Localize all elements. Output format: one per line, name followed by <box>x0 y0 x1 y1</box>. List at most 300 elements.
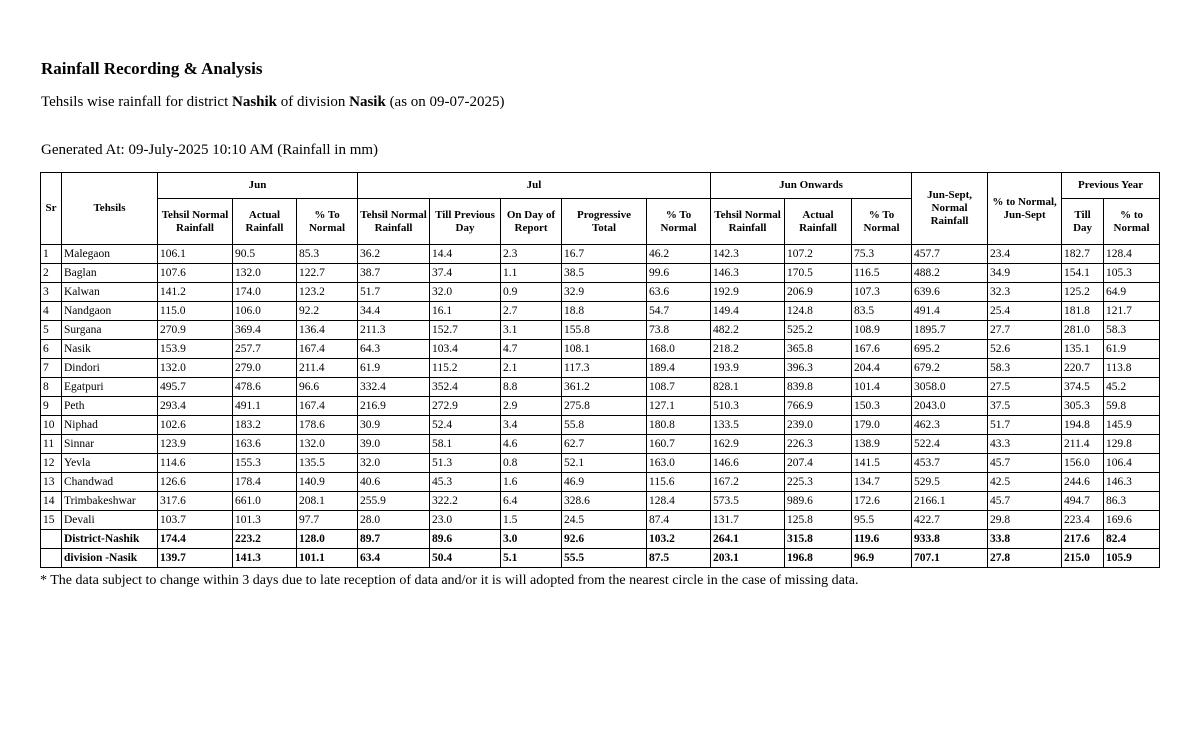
table-cell: 525.2 <box>785 321 852 340</box>
table-cell: 8 <box>41 378 62 397</box>
table-cell: 113.8 <box>1104 359 1160 378</box>
table-cell: 7 <box>41 359 62 378</box>
table-row <box>41 359 1160 378</box>
subtitle-prefix: Tehsils wise rainfall for district <box>41 94 232 110</box>
table-cell: 105.3 <box>1104 264 1160 283</box>
table-cell: 293.4 <box>158 397 233 416</box>
table-cell: Malegaon <box>62 245 158 264</box>
table-cell: 167.6 <box>852 340 912 359</box>
table-cell: 87.5 <box>647 549 711 568</box>
table-cell: 257.7 <box>233 340 297 359</box>
table-cell: 90.5 <box>233 245 297 264</box>
table-cell: 5.1 <box>501 549 562 568</box>
table-cell: 223.2 <box>233 530 297 549</box>
table-cell: 52.1 <box>562 454 647 473</box>
table-cell: Baglan <box>62 264 158 283</box>
header-on-tehsil-normal: Tehsil Normal Rainfall <box>711 199 785 245</box>
header-jun-tehsil-normal: Tehsil Normal Rainfall <box>158 199 233 245</box>
table-cell: 529.5 <box>912 473 988 492</box>
table-cell: 64.9 <box>1104 283 1160 302</box>
table-cell: 6.4 <box>501 492 562 511</box>
table-cell: 52.6 <box>988 340 1062 359</box>
table-cell: 152.7 <box>430 321 501 340</box>
table-cell: 216.9 <box>358 397 430 416</box>
table-cell: Niphad <box>62 416 158 435</box>
table-cell: 839.8 <box>785 378 852 397</box>
table-cell: 16.7 <box>562 245 647 264</box>
header-jul-till-prev: Till Previous Day <box>430 199 501 245</box>
table-row <box>41 245 1160 264</box>
table-cell: 103.4 <box>430 340 501 359</box>
table-cell: 45.7 <box>988 492 1062 511</box>
table-cell: 96.9 <box>852 549 912 568</box>
table-cell: 488.2 <box>912 264 988 283</box>
table-cell: 9 <box>41 397 62 416</box>
table-cell: 86.3 <box>1104 492 1160 511</box>
table-cell: 23.0 <box>430 511 501 530</box>
table-cell: Nandgaon <box>62 302 158 321</box>
table-cell: 51.3 <box>430 454 501 473</box>
table-cell: 2.7 <box>501 302 562 321</box>
table-cell: 96.6 <box>297 378 358 397</box>
table-cell: 14 <box>41 492 62 511</box>
table-cell: 172.6 <box>852 492 912 511</box>
table-cell: 87.4 <box>647 511 711 530</box>
table-cell: 131.7 <box>711 511 785 530</box>
table-cell: 58.3 <box>988 359 1062 378</box>
table-cell: 192.9 <box>711 283 785 302</box>
table-cell: 365.8 <box>785 340 852 359</box>
table-cell: 707.1 <box>912 549 988 568</box>
table-cell: 55.5 <box>562 549 647 568</box>
table-cell: 215.0 <box>1062 549 1104 568</box>
table-cell: 40.6 <box>358 473 430 492</box>
table-cell: 766.9 <box>785 397 852 416</box>
table-cell: 178.4 <box>233 473 297 492</box>
table-cell: 107.2 <box>785 245 852 264</box>
table-cell: 244.6 <box>1062 473 1104 492</box>
table-cell: 58.3 <box>1104 321 1160 340</box>
table-cell: 162.9 <box>711 435 785 454</box>
table-cell: 369.4 <box>233 321 297 340</box>
table-cell: 4 <box>41 302 62 321</box>
table-cell: 639.6 <box>912 283 988 302</box>
table-cell: 275.8 <box>562 397 647 416</box>
table-cell: 281.0 <box>1062 321 1104 340</box>
header-jun-onwards: Jun Onwards <box>711 173 912 199</box>
table-cell: 38.5 <box>562 264 647 283</box>
table-cell: Kalwan <box>62 283 158 302</box>
table-cell: 63.4 <box>358 549 430 568</box>
table-cell: 211.3 <box>358 321 430 340</box>
table-cell: 59.8 <box>1104 397 1160 416</box>
table-cell: 23.4 <box>988 245 1062 264</box>
table-cell: Surgana <box>62 321 158 340</box>
table-cell: 422.7 <box>912 511 988 530</box>
table-cell: 225.3 <box>785 473 852 492</box>
table-cell: 115.2 <box>430 359 501 378</box>
table-cell: 119.6 <box>852 530 912 549</box>
table-cell: 52.4 <box>430 416 501 435</box>
table-cell: 34.9 <box>988 264 1062 283</box>
table-cell: 211.4 <box>1062 435 1104 454</box>
table-cell: 328.6 <box>562 492 647 511</box>
header-jun-actual: Actual Rainfall <box>233 199 297 245</box>
table-cell: 43.3 <box>988 435 1062 454</box>
table-cell: 495.7 <box>158 378 233 397</box>
table-cell: 140.9 <box>297 473 358 492</box>
table-cell: 116.5 <box>852 264 912 283</box>
table-cell: 115.0 <box>158 302 233 321</box>
header-jul-progressive: Progressive Total <box>562 199 647 245</box>
table-cell: 55.8 <box>562 416 647 435</box>
table-cell: 126.6 <box>158 473 233 492</box>
table-cell: 2.3 <box>501 245 562 264</box>
header-jul-pct: % To Normal <box>647 199 711 245</box>
table-cell: Dindori <box>62 359 158 378</box>
header-jul-on-day: On Day of Report <box>501 199 562 245</box>
table-cell: division -Nasik <box>62 549 158 568</box>
table-cell: 46.9 <box>562 473 647 492</box>
table-cell: 108.9 <box>852 321 912 340</box>
generated-at: Generated At: 09-July-2025 10:10 AM (Rainfall in mm) <box>41 142 379 158</box>
table-cell: 128.0 <box>297 530 358 549</box>
header-py-pct: % to Normal <box>1104 199 1160 245</box>
table-cell: 2.1 <box>501 359 562 378</box>
table-cell: 127.1 <box>647 397 711 416</box>
table-cell: 32.9 <box>562 283 647 302</box>
table-cell: 211.4 <box>297 359 358 378</box>
table-cell: 24.5 <box>562 511 647 530</box>
table-cell: 272.9 <box>430 397 501 416</box>
table-cell: 3058.0 <box>912 378 988 397</box>
table-cell: 32.3 <box>988 283 1062 302</box>
table-cell: 38.7 <box>358 264 430 283</box>
table-cell: 36.2 <box>358 245 430 264</box>
table-cell: 83.5 <box>852 302 912 321</box>
table-cell: 457.7 <box>912 245 988 264</box>
header-jun: Jun <box>158 173 358 199</box>
table-cell: 196.8 <box>785 549 852 568</box>
table-cell: 136.4 <box>297 321 358 340</box>
table-cell: 16.1 <box>430 302 501 321</box>
table-cell: 107.6 <box>158 264 233 283</box>
table-cell: 8.8 <box>501 378 562 397</box>
table-cell: 14.4 <box>430 245 501 264</box>
table-cell: 270.9 <box>158 321 233 340</box>
table-cell: Egatpuri <box>62 378 158 397</box>
table-cell: 167.4 <box>297 340 358 359</box>
table-cell: 491.1 <box>233 397 297 416</box>
table-cell: 494.7 <box>1062 492 1104 511</box>
table-cell: 101.3 <box>233 511 297 530</box>
footnote: * The data subject to change within 3 days due to late reception of data and/or it is will adopted from the nearest circle in the case of missing data. <box>40 573 859 588</box>
table-cell: 146.3 <box>711 264 785 283</box>
table-cell: 101.4 <box>852 378 912 397</box>
table-cell: 61.9 <box>358 359 430 378</box>
table-cell: 933.8 <box>912 530 988 549</box>
header-py-till-day: Till Day <box>1062 199 1104 245</box>
table-cell: 332.4 <box>358 378 430 397</box>
header-tehsils: Tehsils <box>62 173 158 245</box>
table-cell: 317.6 <box>158 492 233 511</box>
table-cell: 352.4 <box>430 378 501 397</box>
table-cell: 322.2 <box>430 492 501 511</box>
table-cell: 2043.0 <box>912 397 988 416</box>
table-cell: 92.2 <box>297 302 358 321</box>
table-cell: 103.2 <box>647 530 711 549</box>
table-cell: 153.9 <box>158 340 233 359</box>
table-cell: 478.6 <box>233 378 297 397</box>
table-row <box>41 492 1160 511</box>
table-row <box>41 264 1160 283</box>
table-cell: 61.9 <box>1104 340 1160 359</box>
table-cell: 4.6 <box>501 435 562 454</box>
table-cell: 3.0 <box>501 530 562 549</box>
header-sr: Sr <box>41 173 62 245</box>
table-cell: 82.4 <box>1104 530 1160 549</box>
table-cell: 189.4 <box>647 359 711 378</box>
table-cell: Trimbakeshwar <box>62 492 158 511</box>
table-cell: 108.7 <box>647 378 711 397</box>
table-cell: Nasik <box>62 340 158 359</box>
table-cell <box>41 549 62 568</box>
table-cell: 135.1 <box>1062 340 1104 359</box>
table-cell: 396.3 <box>785 359 852 378</box>
table-cell: 149.4 <box>711 302 785 321</box>
table-cell: 155.8 <box>562 321 647 340</box>
table-cell: 679.2 <box>912 359 988 378</box>
table-cell: 182.7 <box>1062 245 1104 264</box>
table-cell: 661.0 <box>233 492 297 511</box>
table-cell: 305.3 <box>1062 397 1104 416</box>
table-cell: 167.2 <box>711 473 785 492</box>
table-cell: 54.7 <box>647 302 711 321</box>
table-cell: 106.4 <box>1104 454 1160 473</box>
table-cell: 62.7 <box>562 435 647 454</box>
table-cell: 64.3 <box>358 340 430 359</box>
table-cell: 179.0 <box>852 416 912 435</box>
rainfall-table <box>40 172 1160 568</box>
table-cell: 135.5 <box>297 454 358 473</box>
table-cell: 279.0 <box>233 359 297 378</box>
table-row <box>41 321 1160 340</box>
table-cell: 132.0 <box>297 435 358 454</box>
table-cell: 132.0 <box>158 359 233 378</box>
header-previous-year: Previous Year <box>1062 173 1160 199</box>
table-cell: 141.2 <box>158 283 233 302</box>
table-cell: 522.4 <box>912 435 988 454</box>
table-cell: 75.3 <box>852 245 912 264</box>
table-cell: 101.1 <box>297 549 358 568</box>
table-cell: 42.5 <box>988 473 1062 492</box>
table-cell: Sinnar <box>62 435 158 454</box>
table-cell: 374.5 <box>1062 378 1104 397</box>
table-cell: 163.6 <box>233 435 297 454</box>
table-cell: 10 <box>41 416 62 435</box>
table-cell: 122.7 <box>297 264 358 283</box>
table-cell: 2166.1 <box>912 492 988 511</box>
table-cell: 180.8 <box>647 416 711 435</box>
table-cell: 139.7 <box>158 549 233 568</box>
table-cell <box>41 530 62 549</box>
division-name: Nasik <box>349 94 386 110</box>
table-cell: 85.3 <box>297 245 358 264</box>
table-cell: 125.2 <box>1062 283 1104 302</box>
table-cell: 34.4 <box>358 302 430 321</box>
table-cell: 255.9 <box>358 492 430 511</box>
table-cell: 141.5 <box>852 454 912 473</box>
table-cell: 462.3 <box>912 416 988 435</box>
table-cell: 27.7 <box>988 321 1062 340</box>
table-cell: 99.6 <box>647 264 711 283</box>
table-cell: Peth <box>62 397 158 416</box>
table-cell: 181.8 <box>1062 302 1104 321</box>
table-cell: 156.0 <box>1062 454 1104 473</box>
table-cell: 105.9 <box>1104 549 1160 568</box>
report-subtitle <box>41 94 505 111</box>
table-cell: 169.6 <box>1104 511 1160 530</box>
table-row <box>41 302 1160 321</box>
table-cell: 491.4 <box>912 302 988 321</box>
table-cell: 25.4 <box>988 302 1062 321</box>
table-cell: 170.5 <box>785 264 852 283</box>
table-row <box>41 283 1160 302</box>
table-cell: 220.7 <box>1062 359 1104 378</box>
table-cell: 163.0 <box>647 454 711 473</box>
table-cell: 167.4 <box>297 397 358 416</box>
table-cell: 97.7 <box>297 511 358 530</box>
table-cell: 106.1 <box>158 245 233 264</box>
table-row <box>41 416 1160 435</box>
table-cell: 107.3 <box>852 283 912 302</box>
table-cell: 218.2 <box>711 340 785 359</box>
table-cell: 33.8 <box>988 530 1062 549</box>
table-cell: 141.3 <box>233 549 297 568</box>
table-row <box>41 511 1160 530</box>
table-cell: 6 <box>41 340 62 359</box>
table-cell: 125.8 <box>785 511 852 530</box>
table-cell: 5 <box>41 321 62 340</box>
table-cell: 30.9 <box>358 416 430 435</box>
table-cell: 203.1 <box>711 549 785 568</box>
table-cell: Devali <box>62 511 158 530</box>
table-cell: 15 <box>41 511 62 530</box>
table-cell: 223.4 <box>1062 511 1104 530</box>
table-cell: 3.1 <box>501 321 562 340</box>
header-pct-normal-jun-sept: % to Normal, Jun-Sept <box>988 173 1062 245</box>
table-cell: 114.6 <box>158 454 233 473</box>
table-row <box>41 435 1160 454</box>
table-cell: 828.1 <box>711 378 785 397</box>
table-cell: 160.7 <box>647 435 711 454</box>
page-title: Rainfall Recording & Analysis <box>41 59 263 78</box>
table-cell: 239.0 <box>785 416 852 435</box>
table-cell: 29.8 <box>988 511 1062 530</box>
table-cell: 510.3 <box>711 397 785 416</box>
table-cell: 1.1 <box>501 264 562 283</box>
table-cell: 123.2 <box>297 283 358 302</box>
table-cell: 146.3 <box>1104 473 1160 492</box>
table-cell: 95.5 <box>852 511 912 530</box>
table-cell: 315.8 <box>785 530 852 549</box>
table-cell: 178.6 <box>297 416 358 435</box>
table-cell: 129.8 <box>1104 435 1160 454</box>
table-cell: 37.4 <box>430 264 501 283</box>
table-cell: 92.6 <box>562 530 647 549</box>
table-cell: 155.3 <box>233 454 297 473</box>
table-cell: 27.8 <box>988 549 1062 568</box>
table-cell: 51.7 <box>988 416 1062 435</box>
table-cell: 142.3 <box>711 245 785 264</box>
header-jul: Jul <box>358 173 711 199</box>
table-cell: 194.8 <box>1062 416 1104 435</box>
table-body <box>41 245 1160 568</box>
table-row <box>41 397 1160 416</box>
table-cell: 103.7 <box>158 511 233 530</box>
table-cell: 3.4 <box>501 416 562 435</box>
table-cell: 89.7 <box>358 530 430 549</box>
table-cell: 51.7 <box>358 283 430 302</box>
table-cell: 32.0 <box>430 283 501 302</box>
table-cell: 73.8 <box>647 321 711 340</box>
table-cell: 208.1 <box>297 492 358 511</box>
table-cell: 18.8 <box>562 302 647 321</box>
table-cell: 128.4 <box>647 492 711 511</box>
table-cell: 115.6 <box>647 473 711 492</box>
table-cell: 2 <box>41 264 62 283</box>
table-cell: 37.5 <box>988 397 1062 416</box>
district-name: Nashik <box>232 94 278 110</box>
table-cell: 13 <box>41 473 62 492</box>
table-cell: 361.2 <box>562 378 647 397</box>
table-cell: 183.2 <box>233 416 297 435</box>
table-cell: 174.0 <box>233 283 297 302</box>
table-cell: 45.7 <box>988 454 1062 473</box>
table-cell: 39.0 <box>358 435 430 454</box>
table-cell: District-Nashik <box>62 530 158 549</box>
table-cell: 217.6 <box>1062 530 1104 549</box>
table-cell: 264.1 <box>711 530 785 549</box>
table-row <box>41 473 1160 492</box>
table-cell: 134.7 <box>852 473 912 492</box>
table-cell: Chandwad <box>62 473 158 492</box>
table-cell: 1895.7 <box>912 321 988 340</box>
table-cell: 46.2 <box>647 245 711 264</box>
table-cell: 102.6 <box>158 416 233 435</box>
subtitle-suffix: (as on 09-07-2025) <box>385 94 505 110</box>
table-cell: 12 <box>41 454 62 473</box>
header-on-actual: Actual Rainfall <box>785 199 852 245</box>
table-total-row <box>41 530 1160 549</box>
table-cell: 0.8 <box>501 454 562 473</box>
table-cell: 1.6 <box>501 473 562 492</box>
table-cell: 482.2 <box>711 321 785 340</box>
table-cell: 2.9 <box>501 397 562 416</box>
table-cell: 27.5 <box>988 378 1062 397</box>
table-cell: 145.9 <box>1104 416 1160 435</box>
table-cell: 453.7 <box>912 454 988 473</box>
table-cell: 138.9 <box>852 435 912 454</box>
table-cell: 154.1 <box>1062 264 1104 283</box>
table-cell: 63.6 <box>647 283 711 302</box>
table-cell: 108.1 <box>562 340 647 359</box>
table-row <box>41 454 1160 473</box>
table-cell: 28.0 <box>358 511 430 530</box>
table-cell: 121.7 <box>1104 302 1160 321</box>
table-cell: 989.6 <box>785 492 852 511</box>
table-cell: 0.9 <box>501 283 562 302</box>
